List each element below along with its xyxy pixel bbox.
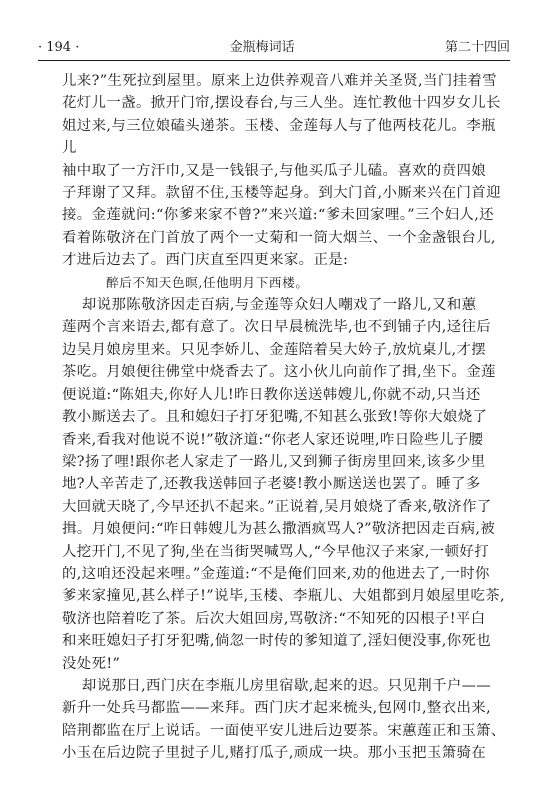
paragraph-2: 却说那陈敬济因走百病,与金莲等众妇人嘲戏了一路儿,又和蕙 莲两个言来语去,都有意了。次日早晨梳洗毕,也不到铺子内,迳往后 边吴月娘房里来。只见李娇儿、金莲陪着吴大妗子,放炕桌儿,才摆 茶吃。月娘便往佛堂中烧香去了。这小伙儿向前作了揖,坐下。金莲 便说道:“陈姐夫,你好人儿!昨日教你送送韩嫂儿,你就不动,只当还 教小厮送去了。且和媳妇子打牙犯嘴,不知甚么张致!等你大娘烧了 香来,看我对他说不说!”敬济道:“你老人家还说哩,咋日险些儿子腰 梁?扬了哩!跟你老人家走了一路儿,又到狮子街房里回来,该多少里 地?人辛苦走了,还教我送韩回子老婆!教小厮送送也罢了。睡了多 大回就天晓了,今早还扒不起来。”正说着,吴月娘烧了香来,敬济作了 揖。月娘便问:“咋日韩嫂儿为甚么撒酒疯骂人?”敬济把因走百病,被 人挖开门,不见了狗,坐在当街哭喊骂人,“今早他汉子来家,一顿好打 的,这咱还没起来哩。”金莲道:“不是俺们回来,劝的他进去了,一时你 爹来家撞见,甚么样子!”说毕,玉楼、李瓶儿、大姐都到月娘屋里吃茶, 敬济也陪着吃了茶。后次大姐回房,骂敬济:“不知死的囚根子!平白 和来旺媳妇子打牙犯嘴,倘忽一时传的爹知道了,淫妇便没事,你死也 没处死!” <box>62 297 506 672</box>
chapter-title: 第二十四回 <box>444 40 510 55</box>
running-header <box>38 36 510 56</box>
paragraph-1: 儿来?”生死拉到屋里。原来上边供养观音八难并关圣贤,当门挂着雪 花灯儿一盏。掀开门帘,摆设春台,与三人坐。连忙教他十四岁女儿长 姐过来,与三位娘磕头递茶。玉楼、金莲每人与了他两枝花儿。李瓶儿 袖中取了一方汗巾,又是一钱银子,与他买瓜子儿磕。喜欢的贲四娘 子拜谢了又拜。款留不住,玉楼等起身。到大门首,小厮来兴在门首迎 接。金莲就问:“你爹来家不曾?”来兴道:“爹未回家哩。”三个妇人,还 看着陈敬济在门首放了两个一丈菊和一筒大烟兰、一个金盏银台儿, 才进后边去了。西门庆直至四更来家。正是: <box>62 73 501 269</box>
verse-line: 醉后不知天色暝,任他明月下西楼。 <box>106 274 309 290</box>
header-rule <box>38 60 510 61</box>
page-number: · 194 · <box>38 40 80 55</box>
body-text <box>62 70 510 765</box>
book-title: 金瓶梅词话 <box>229 40 295 55</box>
paragraph-3: 却说那日,西门庆在李瓶儿房里宿歇,起来的迟。只见荆千户—— 新升一处兵马都监——来拜。西门庆才起来梳头,包网巾,整衣出来, 陪荆都监在厅上说话。一面使平安儿进后边要茶。宋蕙莲正和玉箫、 小玉在后边院子里挝子儿,赌打瓜子,顽成一块。那小玉把玉箫骑在 <box>62 677 506 762</box>
